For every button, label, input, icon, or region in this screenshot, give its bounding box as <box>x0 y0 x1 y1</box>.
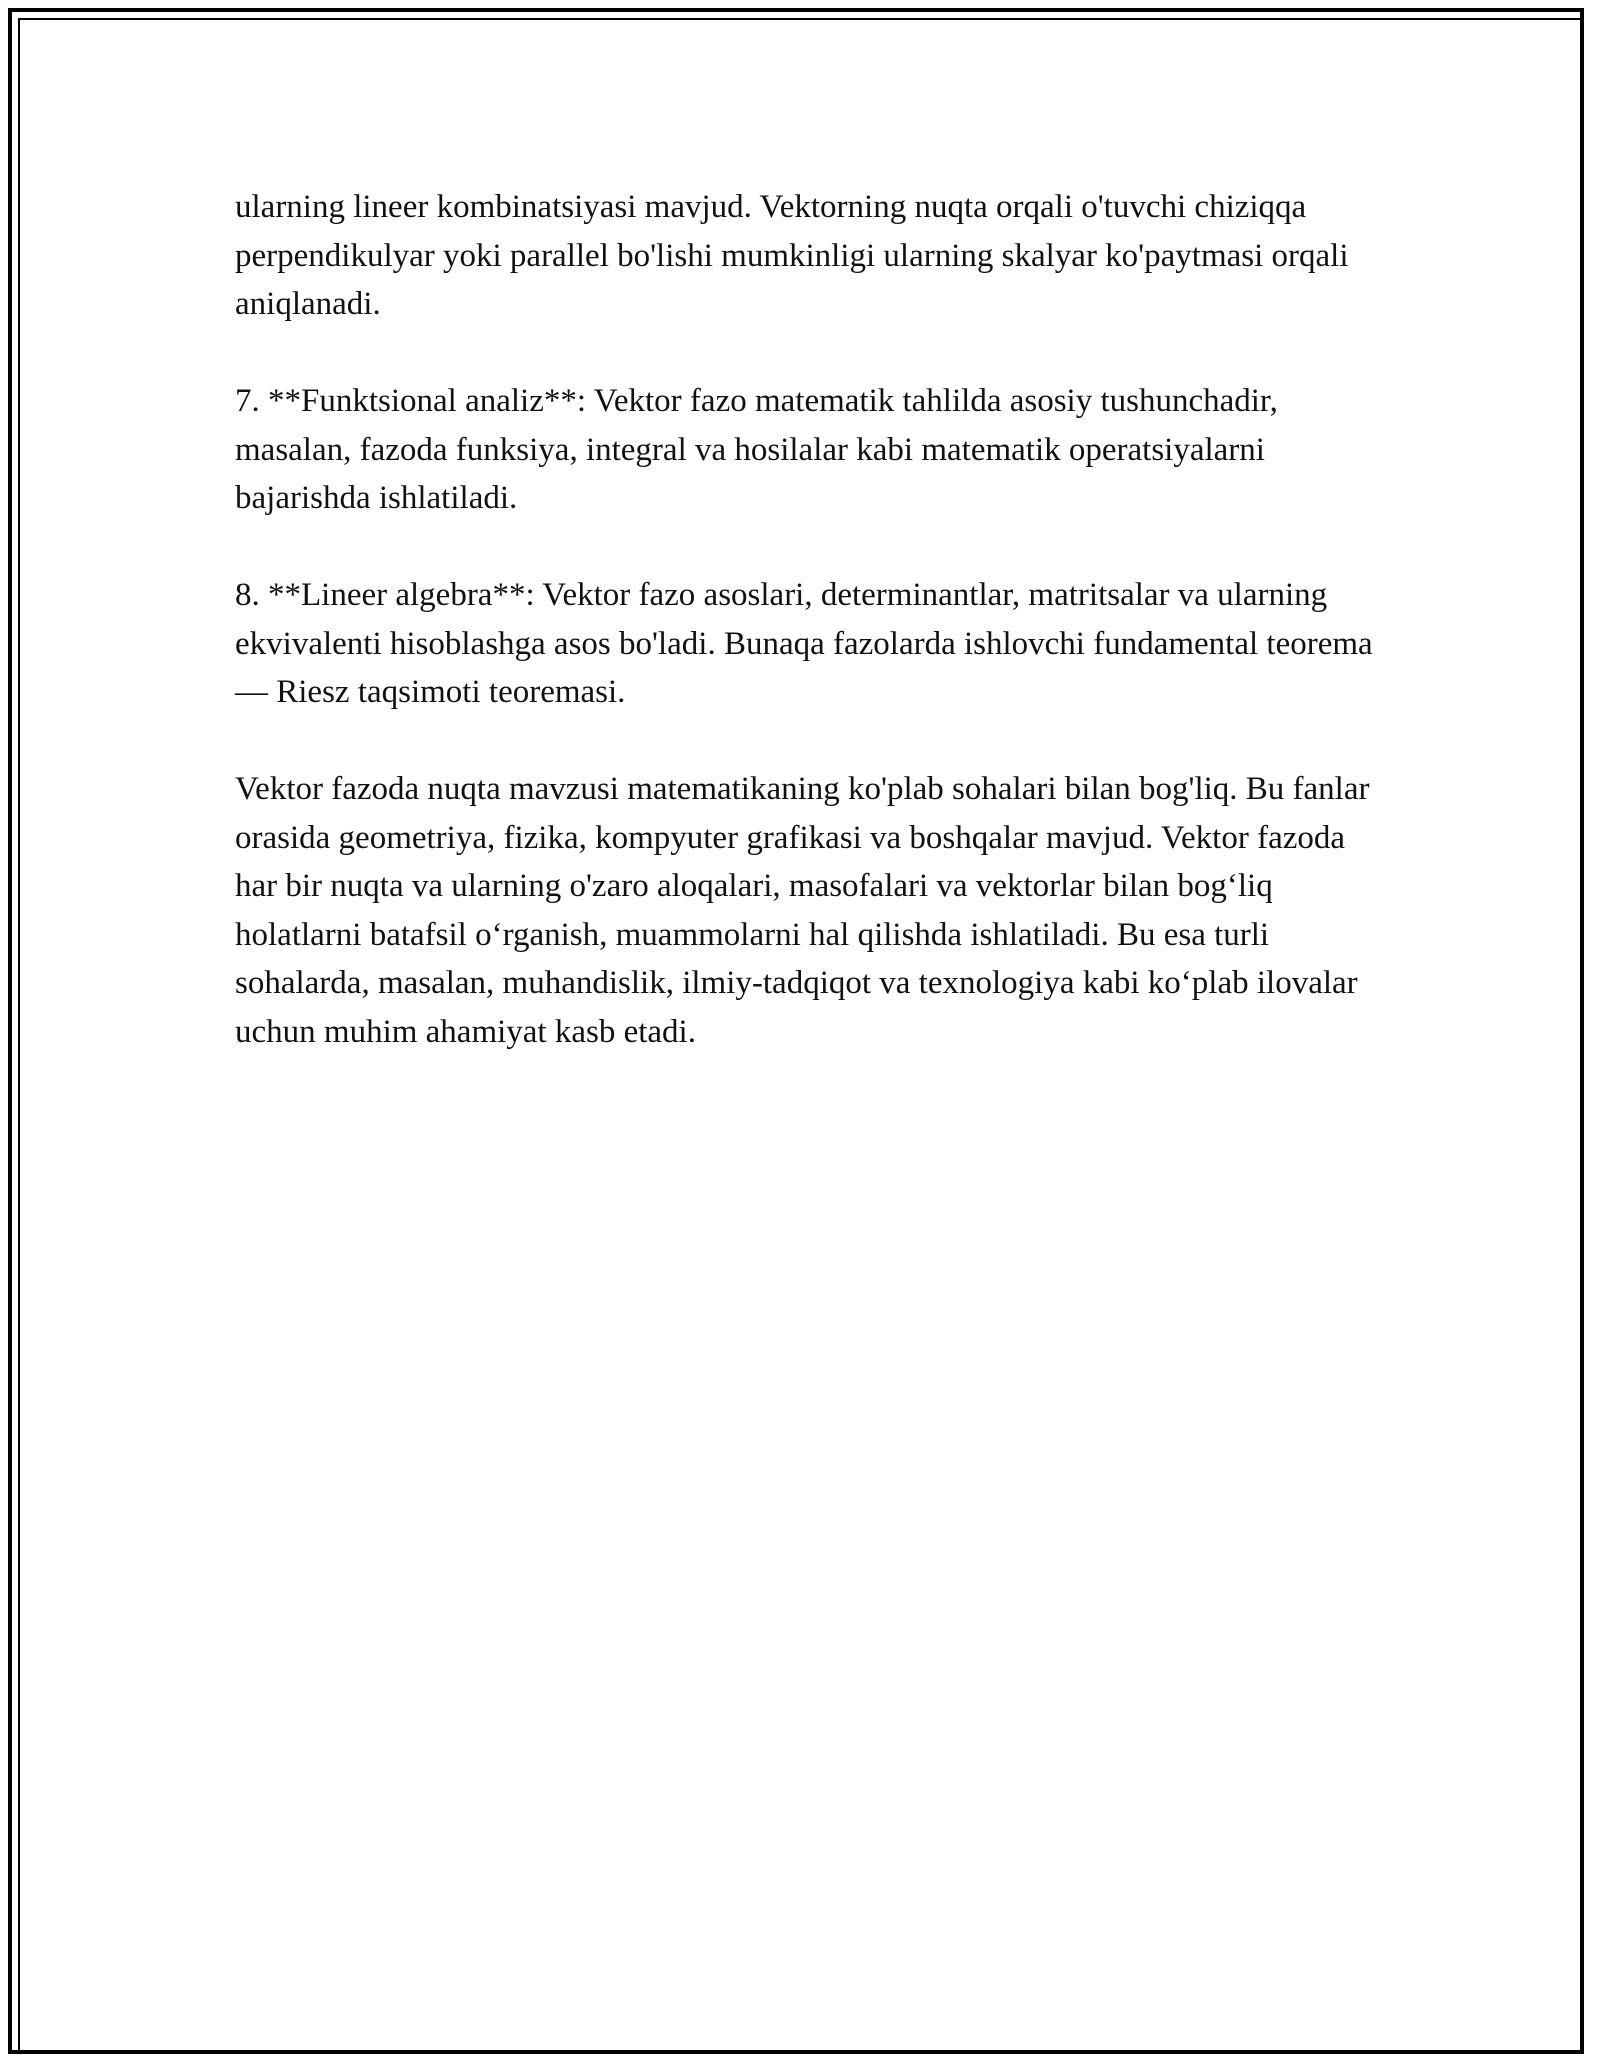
paragraph-conclusion: Vektor fazoda nuqta mavzusi matematikaning ko'plab sohalari bilan bog'liq. Bu fanlar orasida geometriya, fizika, kompyuter grafikasi va boshqalar mavjud. Vektor fazoda har bir nuqta va ularning o'zaro aloqalari, masofalari va vektorlar bilan bog‘liq holatlarni batafsil o‘rganish, muammolarni hal qilishda ishlatiladi. Bu esa turli sohalarda, masalan, muhandislik, ilmiy-tadqiqot va texnologiya kabi ko‘plab ilovalar uchun muhim ahamiyat kasb etadi. <box>235 771 1370 1050</box>
paragraph-functional-analysis: 7. **Funktsional analiz**: Vektor fazo matematik tahlilda asosiy tushunchadir, masalan, fazoda funksiya, integral va hosilalar kabi matematik operatsiyalarni bajarishda ishlatiladi. <box>235 383 1278 516</box>
document-body <box>235 183 1375 1105</box>
paragraph-vector-combination: ularning lineer kombinatsiyasi mavjud. Vektorning nuqta orqali o'tuvchi chiziqqa perpendikulyar yoki parallel bo'lishi mumkinligi ularning skalyar ko'paytmasi orqali aniqlanadi. <box>235 189 1349 322</box>
paragraph-linear-algebra: 8. **Lineer algebra**: Vektor fazo asoslari, determinantlar, matritsalar va ularning ekvivalenti hisoblashga asos bo'ladi. Bunaqa fazolarda ishlovchi fundamental teorema — Riesz taqsimoti teoremasi. <box>235 577 1373 710</box>
